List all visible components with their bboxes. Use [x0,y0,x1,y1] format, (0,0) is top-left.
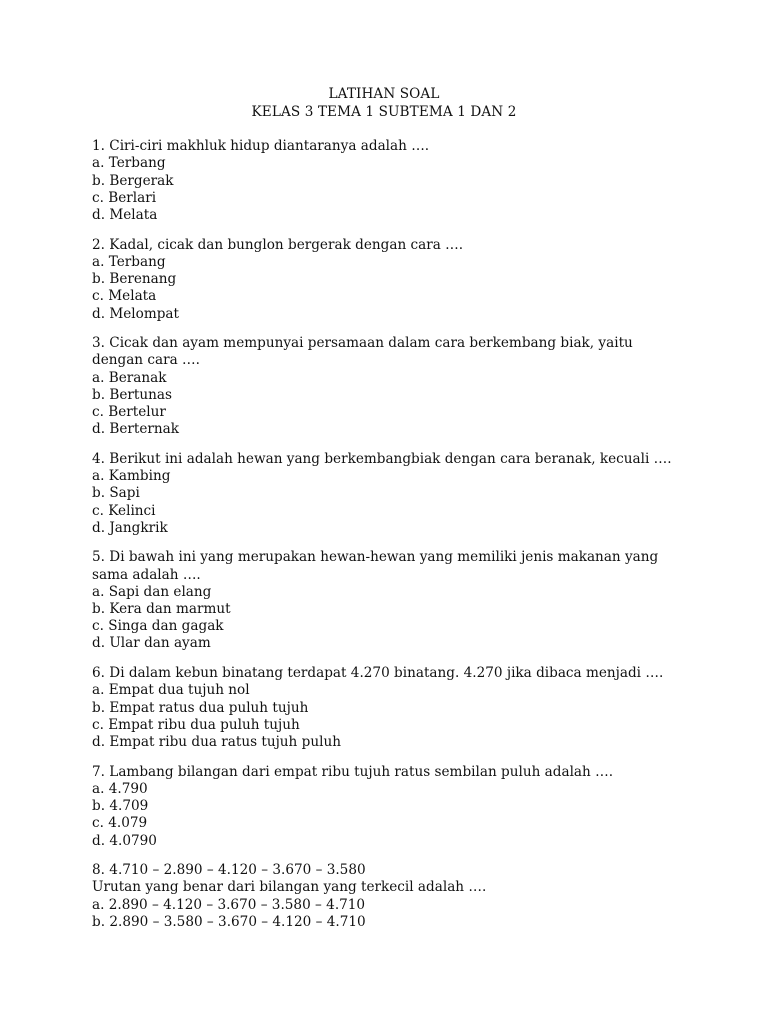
question-1 [92,138,692,224]
option-a: a. Sapi dan elang [92,583,212,600]
question-text: 2. Kadal, cicak dan bunglon bergerak dengan cara …. [92,236,464,253]
option-b: b. Empat ratus dua puluh tujuh [92,699,309,716]
option-a: a. Empat dua tujuh nol [92,682,250,699]
option-b: b. Bergerak [92,172,174,189]
option-d: d. Jangkrik [92,519,168,536]
question-text: 1. Ciri-ciri makhluk hidup diantaranya adalah …. [92,138,430,155]
option-c: c. Berlari [92,189,157,206]
option-a: a. Beranak [92,369,167,386]
option-d: d. Melompat [92,305,179,322]
question-7 [92,764,692,850]
question-text: 5. Di bawah ini yang merupakan hewan-hewan yang memiliki jenis makanan yang sama adalah …. [92,549,663,583]
option-b: b. Kera dan marmut [92,601,231,618]
option-a: a. 4.790 [92,780,148,797]
document-subtitle: KELAS 3 TEMA 1 SUBTEMA 1 DAN 2 [251,103,517,120]
question-5 [92,549,692,652]
question-text: 8. 4.710 – 2.890 – 4.120 – 3.670 – 3.580 [92,862,366,879]
question-8 [92,862,692,931]
question-4 [92,451,692,537]
option-c: c. 4.079 [92,815,148,832]
option-b: b. 4.709 [92,798,149,815]
question-subtext: Urutan yang benar dari bilangan yang terkecil adalah …. [92,879,487,896]
question-6 [92,665,692,751]
document-page [92,86,692,944]
question-3 [92,335,692,438]
option-d: d. Ular dan ayam [92,635,211,652]
question-2 [92,237,692,323]
question-text: 6. Di dalam kebun binatang terdapat 4.270 binatang. 4.270 jika dibaca menjadi …. [92,665,664,682]
option-a: a. 2.890 – 4.120 – 3.670 – 3.580 – 4.710 [92,896,366,913]
option-a: a. Terbang [92,155,166,172]
option-d: d. Melata [92,207,158,223]
option-d: d. 4.0790 [92,832,157,849]
question-text: 4. Berikut ini adalah hewan yang berkembangbiak dengan cara beranak, kecuali …. [92,450,672,467]
option-b: b. 2.890 – 3.580 – 3.670 – 4.120 – 4.710 [92,913,366,930]
question-text: 3. Cicak dan ayam mempunyai persamaan dalam cara berkembang biak, yaitu dengan cara …. [92,335,638,369]
option-c: c. Bertelur [92,404,166,421]
option-a: a. Kambing [92,468,171,485]
option-c: c. Melata [92,288,157,305]
option-b: b. Berenang [92,271,177,288]
option-c: c. Singa dan gagak [92,618,224,635]
option-b: b. Sapi [92,485,140,502]
option-d: d. Berternak [92,421,179,438]
option-c: c. Empat ribu dua puluh tujuh [92,716,300,733]
question-text: 7. Lambang bilangan dari empat ribu tujuh ratus sembilan puluh adalah …. [92,763,614,780]
option-d: d. Empat ribu dua ratus tujuh puluh [92,733,341,750]
option-c: c. Kelinci [92,502,156,519]
option-b: b. Bertunas [92,386,172,403]
document-title: LATIHAN SOAL [328,86,440,102]
title-block [92,86,676,121]
option-a: a. Terbang [92,253,166,270]
